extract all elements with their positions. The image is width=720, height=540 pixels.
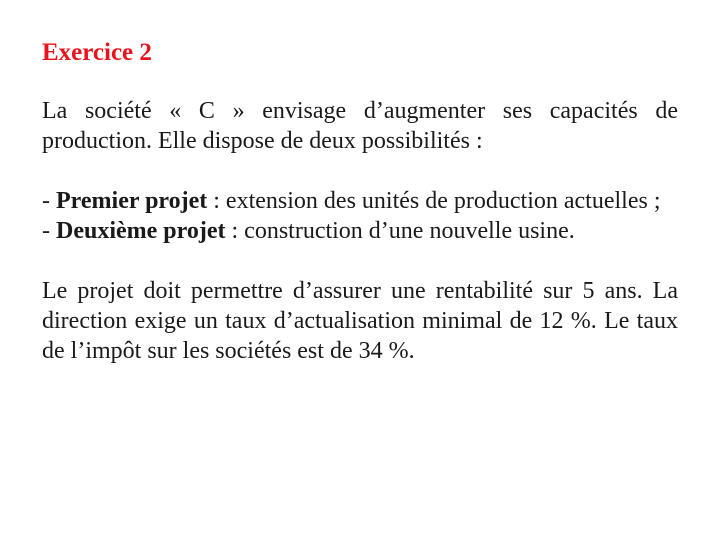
conclusion-paragraph: Le projet doit permettre d’assurer une rentabilité sur 5 ans. La direction exige un taux d’actualisation minimal de 12 %. Le taux de l’impôt sur les sociétés est de 34 %. [42, 278, 678, 364]
project-2-name: Deuxième projet [56, 218, 226, 244]
project-1-prefix: - [42, 188, 56, 214]
intro-paragraph: La société « C » envisage d’augmenter ses capacités de production. Elle dispose de deux possibilités : [42, 98, 678, 154]
project-2-prefix: - [42, 218, 56, 244]
project-1-description: : extension des unités de production actuelles ; [207, 188, 661, 214]
project-1-name: Premier projet [56, 188, 208, 214]
exercise-title: Exercice 2 [42, 39, 152, 66]
exercise-slide [42, 38, 678, 366]
project-2-description: : construction d’une nouvelle usine. [225, 218, 575, 244]
projects-list [42, 186, 678, 246]
project-item-2 [42, 216, 678, 246]
project-item-1 [42, 186, 678, 216]
